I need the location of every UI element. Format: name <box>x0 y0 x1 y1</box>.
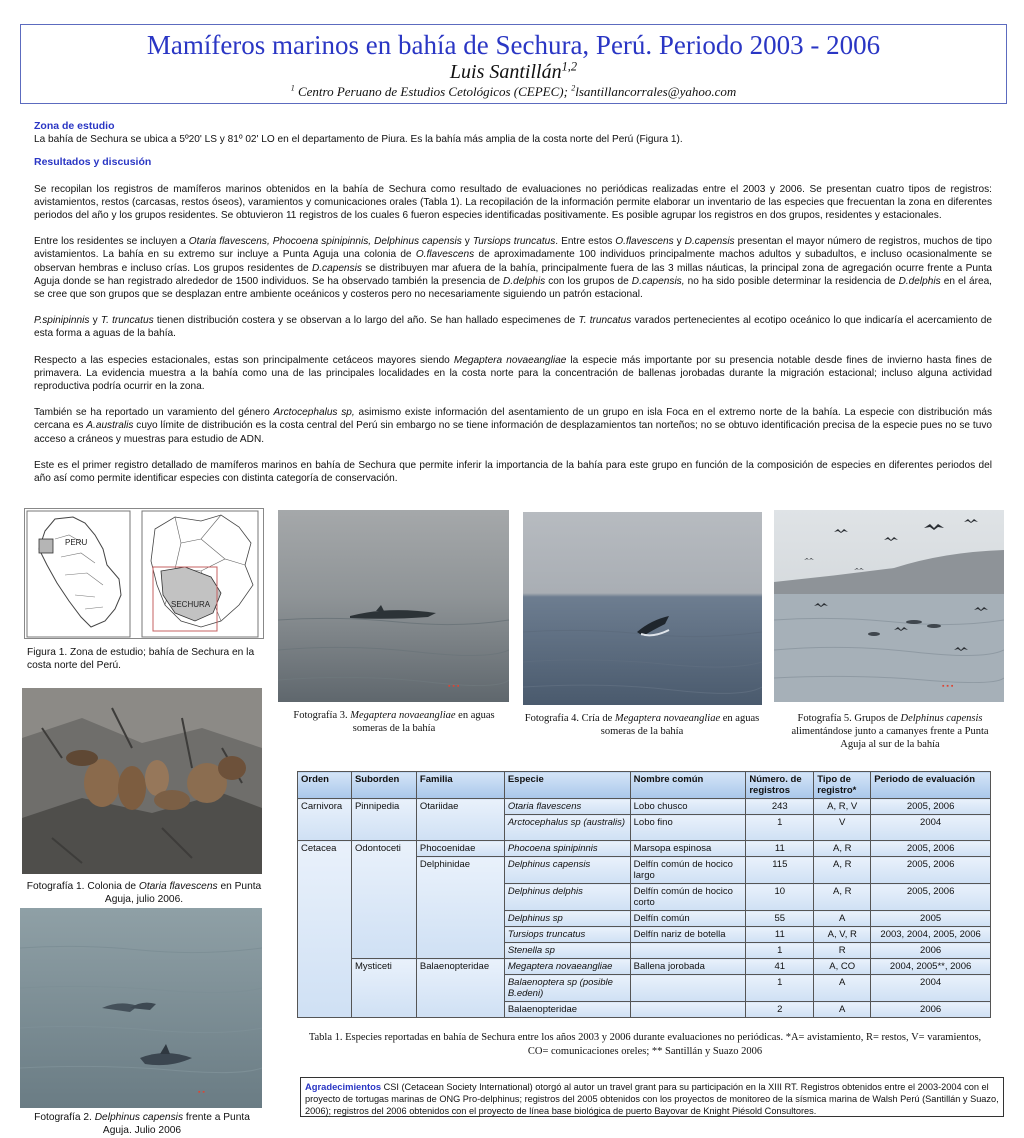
cell-tipo: A, R <box>814 857 871 884</box>
cell-especie: Delphinus capensis <box>504 857 630 884</box>
cell-tipo: V <box>814 815 871 841</box>
cell-familia: Delphinidae <box>416 857 504 959</box>
svg-text:▪ ▪: ▪ ▪ <box>198 1089 205 1096</box>
cell-tipo: A, V, R <box>814 927 871 943</box>
cell-numero: 2 <box>746 1002 814 1018</box>
table-1-caption: Tabla 1. Especies reportadas en bahía de Sechura entre los años 2003 y 2006 durante evaluaciones no periódicas. *A= avistamiento, R= restos, V= varamientos, CO= comunicaciones oreles; ** Santillán y Suazo 2006 <box>308 1032 982 1057</box>
affiliation-text: Centro Peruano de Estudios Cetológicos (CEPEC); <box>294 84 572 99</box>
cell-familia: Balaenopteridae <box>416 959 504 1018</box>
cell-tipo: A <box>814 911 871 927</box>
title-block <box>20 24 1007 104</box>
author-superscript: 1,2 <box>561 59 578 74</box>
cell-numero: 1 <box>746 975 814 1002</box>
cell-orden: Carnivora <box>298 799 352 841</box>
photo-4-caption: Fotografía 4. Cría de Megaptera novaeangliae en aguas someras de la bahía <box>524 713 760 737</box>
cell-numero: 11 <box>746 841 814 857</box>
cell-numero: 10 <box>746 884 814 911</box>
table-header: Especie <box>504 772 630 799</box>
acknowledgements-heading: Agradecimientos <box>305 1081 382 1092</box>
photo-dolphins-feeding <box>774 510 1004 702</box>
table-header-row <box>298 772 991 799</box>
photo-2-caption: Fotografía 2. Delphinus capensis frente a Punta Aguja. Julio 2006 <box>34 1112 250 1136</box>
cell-especie: Otaria flavescens <box>504 799 630 815</box>
cell-especie: Arctocephalus sp (australis) <box>504 815 630 841</box>
cell-numero: 55 <box>746 911 814 927</box>
acknowledgements-text: CSI (Cetacean Society International) otorgó al autor un travel grant para su participación en la XIII RT. Registros obtenidos entre el 2003-2004 con el proyecto de tortugas marinas de ONG Pro-delphinus; registros del 2005 obtenidos con los proyectos de monitoreo de la sísmica marina de Walsh Perú (Santillán y Suazo, 2006); registros del 2006 obtenidos con el proyecto de línea base biológica de puerto Bayovar de Knight Piésold Consultores. <box>305 1082 999 1116</box>
cell-numero: 1 <box>746 815 814 841</box>
zona-heading: Zona de estudio <box>34 120 115 132</box>
table-header: Orden <box>298 772 352 799</box>
cell-nombre: Lobo chusco <box>630 799 746 815</box>
resultados-heading: Resultados y discusión <box>34 156 152 169</box>
cell-nombre <box>630 975 746 1002</box>
author-line <box>21 61 1006 83</box>
cell-especie: Delphinus sp <box>504 911 630 927</box>
cell-orden: Cetacea <box>298 841 352 1018</box>
table-header: Nombre común <box>630 772 746 799</box>
cell-suborden: Mysticeti <box>351 959 416 1018</box>
table-row <box>298 799 991 815</box>
cell-nombre: Delfín común de hocico largo <box>630 857 746 884</box>
table-row <box>298 959 991 975</box>
author-email: lsantillancorrales@yahoo.com <box>575 84 737 99</box>
table-row <box>298 841 991 857</box>
svg-text:▪ ▪ ▪: ▪ ▪ ▪ <box>942 683 954 690</box>
cell-tipo: A, R <box>814 841 871 857</box>
photo-1-caption: Fotografía 1. Colonia de Otaria flavescens en Punta Aguja, julio 2006. <box>26 881 262 905</box>
resultados-paragraph-1: Se recopilan los registros de mamíferos marinos obtenidos en la bahía de Sechura como resultado de evaluaciones no periódicas realizadas entre el 2003 y 2006. Se presentan cuatro tipos de registros: avistamientos, restos (carcasas, restos óseos), varamientos y comunicaciones orales (Tabla 1). La recopilación de la información permite elaborar un inventario de las especies que frecuentan la zona en diferentes periodos del año y los grupos residentes. Se obtuvieron 11 registros de los cuales 6 fueron especies identificadas positivamente. Es posible agrupar los registros en dos grupos, residentes y estacionales. <box>34 183 992 222</box>
cell-numero: 1 <box>746 943 814 959</box>
figure-1-caption: Figura 1. Zona de estudio; bahía de Sechura en la costa norte del Perú. <box>27 647 255 671</box>
cell-periodo: 2005, 2006 <box>871 799 991 815</box>
cell-familia: Otariidae <box>416 799 504 841</box>
cell-numero: 41 <box>746 959 814 975</box>
cell-familia: Phocoenidae <box>416 841 504 857</box>
cell-numero: 115 <box>746 857 814 884</box>
species-table <box>297 771 991 1018</box>
cell-tipo: A, R, V <box>814 799 871 815</box>
cell-periodo: 2005 <box>871 911 991 927</box>
cell-suborden: Pinnipedia <box>351 799 416 841</box>
cell-especie: Megaptera novaeangliae <box>504 959 630 975</box>
table-header: Periodo de evaluación <box>871 772 991 799</box>
cell-numero: 11 <box>746 927 814 943</box>
cell-tipo: A <box>814 1002 871 1018</box>
photo-dolphins <box>20 908 262 1108</box>
zona-paragraph: La bahía de Sechura se ubica a 5º20' LS y 81º 02' LO en el departamento de Piura. Es la bahía más amplia de la costa norte del Perú (Figura 1). <box>34 134 683 146</box>
cell-tipo: A, CO <box>814 959 871 975</box>
cell-periodo: 2004, 2005**, 2006 <box>871 959 991 975</box>
acknowledgements-box <box>300 1077 1004 1117</box>
cell-periodo: 2004 <box>871 975 991 1002</box>
cell-periodo: 2005, 2006 <box>871 884 991 911</box>
table-header: Tipo de registro* <box>814 772 871 799</box>
photo-3-caption: Fotografía 3. Megaptera novaeangliae en aguas someras de la bahía <box>293 710 495 734</box>
resultados-paragraph-6: Este es el primer registro detallado de mamíferos marinos en bahía de Sechura que permite inferir la importancia de la bahía para este grupo en función de la composición de especies en diferentes periodos del año así como permite identificar especies con distinta categoría de conservación. <box>34 459 992 485</box>
cell-periodo: 2004 <box>871 815 991 841</box>
table-header: Suborden <box>351 772 416 799</box>
resultados-paragraph-5: También se ha reportado un varamiento del género Arctocephalus sp, asimismo existe información del asentamiento de un grupo en isla Foca en el extremo norte de la bahía. La especie con distribución más cercana es A.australis cuyo límite de distribución es la costa central del Perú sin embargo no se tiene información de desplazamientos tan norteños; no se obtuvo identificación precisa de la especie pues no se tuvo acceso a cráneos y muestras para estudio de ADN. <box>34 407 993 445</box>
cell-nombre: Ballena jorobada <box>630 959 746 975</box>
map-illustration <box>25 509 265 640</box>
cell-nombre <box>630 943 746 959</box>
cell-nombre: Delfín nariz de botella <box>630 927 746 943</box>
cell-especie: Tursiops truncatus <box>504 927 630 943</box>
cell-nombre: Lobo fino <box>630 815 746 841</box>
cell-especie: Balaenoptera sp (posible B.edeni) <box>504 975 630 1002</box>
cell-numero: 243 <box>746 799 814 815</box>
map-label-peru: PERU <box>65 538 88 547</box>
cell-nombre: Marsopa espinosa <box>630 841 746 857</box>
cell-tipo: A, R <box>814 884 871 911</box>
cell-especie: Phocoena spinipinnis <box>504 841 630 857</box>
cell-suborden: Odontoceti <box>351 841 416 959</box>
cell-tipo: R <box>814 943 871 959</box>
resultados-paragraph-4: Respecto a las especies estacionales, estas son principalmente cetáceos mayores siendo Megaptera novaeangliae la especie más importante por su presencia notable desde fines de invierno hasta fines de primavera. La evidencia muestra a la bahía como una de las principales localidades en la costa norte para la concentración de ballenas jorobadas durante la migración estacional; incluso alguna actividad reproductiva podría ocurrir en la zona. <box>34 354 992 393</box>
cell-especie: Delphinus delphis <box>504 884 630 911</box>
resultados-paragraph-2: Entre los residentes se incluyen a Otaria flavescens, Phocoena spinipinnis, Delphinus capensis y Tursiops truncatus. Entre estos O.flavescens y D.capensis presentan el mayor número de registros, muchos de tipo avistamientos. La bahía en su extremo sur incluye a Punta Aguja una colonia de O.flavescens de aproximadamente 100 individuos principalmente machos adultos y subadultos, e incluso ocasionalmente se observan hembras e incluso crías. Los grupos residentes de D.capensis se distribuyen mar afuera de la bahía, principalmente fuera de las 3 millas náuticas, la principal zona de agregación ocurre frente a Punta Aguja donde se han registrado alrededor de 1500 individuos. Se ha observado también la presencia de D.delphis con los grupos de D.capensis, no ha sido posible determinar la residencia de D.delphis en el área, se cree que son grupos que se desplazan entre ambiente oceánicos y costeros pero no necesariamente siguiendo un patrón estacional. <box>34 236 993 301</box>
cell-periodo: 2006 <box>871 943 991 959</box>
cell-periodo: 2005, 2006 <box>871 857 991 884</box>
map-label-sechura: SECHURA <box>171 600 211 609</box>
poster-title: Mamíferos marinos en bahía de Sechura, Perú. Periodo 2003 - 2006 <box>146 30 881 60</box>
cell-periodo: 2006 <box>871 1002 991 1018</box>
cell-periodo: 2005, 2006 <box>871 841 991 857</box>
author-name: Luis Santillán <box>449 61 562 83</box>
cell-nombre: Delfín común <box>630 911 746 927</box>
affiliation-line <box>21 83 1006 101</box>
cell-nombre: Delfín común de hocico corto <box>630 884 746 911</box>
cell-tipo: A <box>814 975 871 1002</box>
photo-5-caption: Fotografía 5. Grupos de Delphinus capensis alimentándose junto a camanyes frente a Punta Aguja al sur de la bahía <box>791 713 989 750</box>
table-header: Familia <box>416 772 504 799</box>
cell-nombre <box>630 1002 746 1018</box>
photo-humpback-whale <box>278 510 509 702</box>
affil-superscript-1: 1 <box>290 83 295 93</box>
photo-whale-calf <box>523 512 762 705</box>
cell-especie: Stenella sp <box>504 943 630 959</box>
cell-periodo: 2003, 2004, 2005, 2006 <box>871 927 991 943</box>
affil-superscript-2: 2 <box>571 83 576 93</box>
photo-sea-lion-colony <box>22 688 262 874</box>
table-header: Número. de registros <box>746 772 814 799</box>
body-text <box>34 120 992 498</box>
resultados-paragraph-3: P.spinipinnis y T. truncatus tienen distribución costera y se observan a lo largo del año. Se han hallado especimenes de T. truncatus varados pertenecientes al ecotipo oceánico lo que indicaría el acercamiento de esta forma a aguas de la bahía. <box>34 315 993 340</box>
cell-especie: Balaenopteridae <box>504 1002 630 1018</box>
svg-text:▪ ▪ ▪: ▪ ▪ ▪ <box>448 683 460 690</box>
study-area-map <box>24 508 264 639</box>
